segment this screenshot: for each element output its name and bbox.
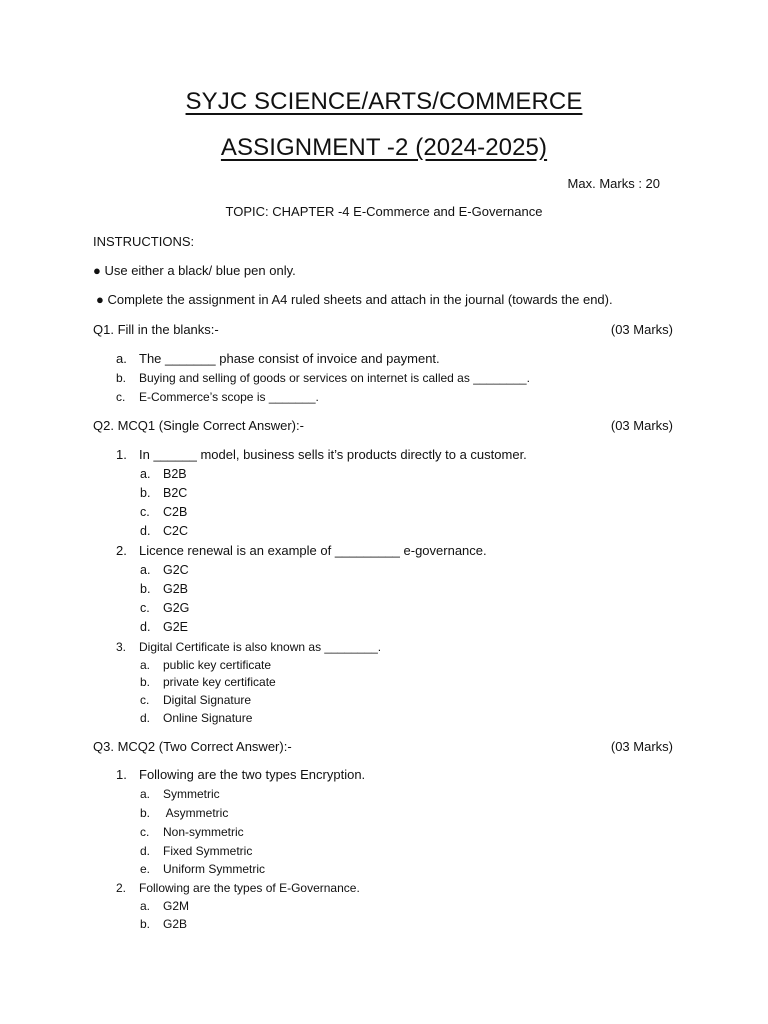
q2-marks: (03 Marks) [610, 418, 673, 433]
q3-marks: (03 Marks) [610, 739, 673, 754]
title-line-1: SYJC SCIENCE/ARTS/COMMERCE [185, 88, 583, 115]
question-item: 3. Digital Certificate is also known as ________. [116, 640, 382, 654]
question-item: 2. Following are the types of E-Governance. [116, 881, 360, 895]
question-item: 2. Licence renewal is an example of _________ e-governance. [116, 543, 487, 558]
q2-heading-row [93, 418, 673, 433]
q1-heading: Q1. Fill in the blanks:- [93, 322, 219, 337]
q3-heading: Q3. MCQ2 (Two Correct Answer):- [93, 739, 292, 754]
option-item: b. G2B [140, 582, 189, 596]
question-item: 1. In ______ model, business sells it’s products directly to a customer. [116, 447, 527, 462]
instruction-item: ● Complete the assignment in A4 ruled sheets and attach in the journal (towards the end). [96, 292, 613, 307]
option-item: a. G2C [140, 563, 189, 577]
option-item: d. C2C [140, 524, 189, 538]
option-item: e. Uniform Symmetric [140, 862, 266, 876]
option-item: d. Online Signature [140, 711, 253, 725]
option-item: a. G2M [140, 899, 190, 913]
title-line-2: ASSIGNMENT -2 (2024-2025) [220, 134, 548, 161]
option-item: b. private key certificate [140, 675, 276, 689]
option-item: b. G2B [140, 917, 188, 931]
option-item: c. Non-symmetric [140, 825, 244, 839]
list-item: c. E-Commerce’s scope is _______. [116, 390, 319, 404]
option-item: b. B2C [140, 486, 188, 500]
option-item: d. Fixed Symmetric [140, 844, 253, 858]
option-item: b. Asymmetric [140, 806, 229, 820]
q1-heading-row [93, 322, 673, 337]
question-item: 1. Following are the two types Encryption. [116, 767, 366, 782]
q1-marks: (03 Marks) [610, 322, 673, 337]
list-item: b. Buying and selling of goods or services on internet is called as ________. [116, 371, 530, 385]
option-item: c. Digital Signature [140, 693, 252, 707]
option-item: a. public key certificate [140, 658, 272, 672]
option-item: c. C2B [140, 505, 188, 519]
option-item: a. B2B [140, 467, 187, 481]
option-item: a. Symmetric [140, 787, 220, 801]
option-item: c. G2G [140, 601, 190, 615]
q3-heading-row [93, 739, 673, 754]
topic-line: TOPIC: CHAPTER -4 E-Commerce and E-Governance [225, 204, 543, 219]
list-item: a. The _______ phase consist of invoice and payment. [116, 351, 440, 366]
option-item: d. G2E [140, 620, 189, 634]
max-marks: Max. Marks : 20 [567, 176, 660, 191]
instruction-item: ● Use either a black/ blue pen only. [93, 263, 296, 278]
instructions-heading: INSTRUCTIONS: [93, 234, 195, 249]
q2-heading: Q2. MCQ1 (Single Correct Answer):- [93, 418, 304, 433]
